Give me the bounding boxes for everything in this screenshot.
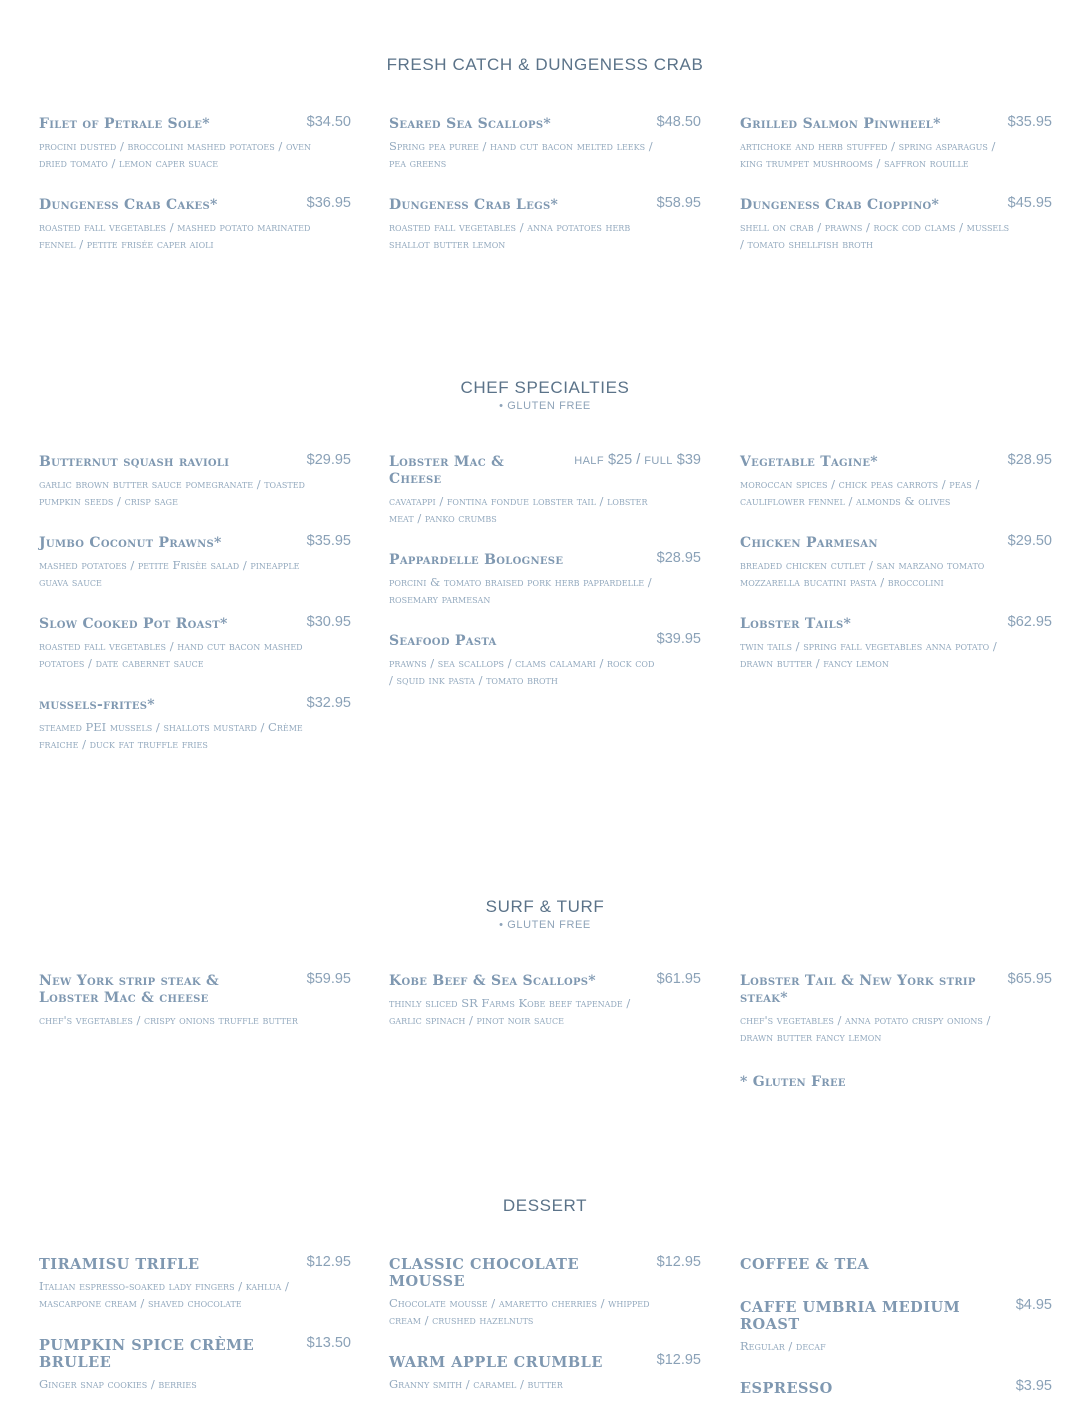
item-price: $35.95 <box>306 533 351 549</box>
menu-column <box>740 116 1052 253</box>
item-description: Ginger snap cookies / berries <box>39 1377 197 1391</box>
item-name: Kobe Beef & Sea Scallops* <box>389 973 596 989</box>
item-price: $58.95 <box>656 195 701 211</box>
price-half: $25 <box>607 452 633 468</box>
item-price: $34.50 <box>306 114 351 130</box>
price-half-label: HALF <box>574 455 604 467</box>
item-name: TIRAMISU TRIFLE <box>39 1256 200 1273</box>
item-description: Italian espresso-soaked lady fingers / kahlua / mascarpone cream / shaved chocolate <box>39 1279 289 1310</box>
menu-item <box>39 116 351 172</box>
item-description: roasted fall vegetables / mashed potato marinated fennel / petite frisée caper aioli <box>39 220 311 251</box>
item-price: $62.95 <box>1007 614 1052 630</box>
item-name: New York strip steak & Lobster Mac & cheese <box>39 973 219 1006</box>
item-name: ESPRESSO <box>740 1380 833 1397</box>
item-description: cavatappi / fontina fondue lobster tail / lobster meat / panko crumbs <box>389 494 648 525</box>
price-full-label: FULL <box>644 455 673 467</box>
item-price: $13.50 <box>306 1335 351 1351</box>
item-description: prawns / sea scallops / clams calamari / rock cod / squid ink pasta / tomato broth <box>389 656 655 687</box>
menu-column <box>389 116 701 253</box>
menu-item <box>39 197 351 253</box>
menu-item <box>39 616 351 672</box>
menu-item <box>39 1256 351 1312</box>
menu-column <box>39 1256 351 1393</box>
item-price: $59.95 <box>306 971 351 987</box>
price-full: $39 <box>676 452 701 468</box>
item-name: Dungeness Crab Cioppino* <box>740 197 940 213</box>
item-name: PUMPKIN SPICE CRÈME BRULEE <box>39 1337 255 1371</box>
item-description: steamed PEI mussels / shallots mustard / Crème fraiche / duck fat truffle fries <box>39 720 303 751</box>
item-price: $12.95 <box>656 1352 701 1368</box>
item-name: Jumbo Coconut Prawns* <box>39 535 222 551</box>
item-price: $35.95 <box>1007 114 1052 130</box>
menu-column <box>740 1256 1052 1397</box>
menu-item <box>740 535 1052 591</box>
item-description: garlic brown butter sauce pomegranate / toasted pumpkin seeds / crisp sage <box>39 477 305 508</box>
section-subtitle: • GLUTEN FREE <box>499 400 591 412</box>
item-name: Butternut squash ravioli <box>39 454 230 470</box>
menu-item <box>39 973 351 1029</box>
menu-item <box>740 1299 1052 1355</box>
menu-item <box>39 697 351 753</box>
section-subtitle: • GLUTEN FREE <box>499 919 591 931</box>
item-name: CLASSIC CHOCOLATE MOUSSE <box>389 1256 580 1290</box>
section-title-dessert: DESSERT <box>502 1196 588 1215</box>
item-price: $39.95 <box>656 631 701 647</box>
item-price: $61.95 <box>656 971 701 987</box>
item-name: Seared Sea Scallops* <box>389 116 551 132</box>
item-price: $3.95 <box>1015 1378 1052 1394</box>
item-name: Grilled Salmon Pinwheel* <box>740 116 941 132</box>
item-price: $65.95 <box>1007 971 1052 987</box>
item-name: COFFEE & TEA <box>740 1256 870 1273</box>
item-name: Seafood Pasta <box>389 633 497 649</box>
menu-item <box>389 197 701 253</box>
item-price: $48.50 <box>656 114 701 130</box>
item-description: twin tails / spring fall vegetables anna potato / drawn butter / fancy lemon <box>740 639 997 670</box>
item-name: Slow Cooked Pot Roast* <box>39 616 228 632</box>
menu-item <box>389 552 701 608</box>
item-description: Granny smith / caramel / butter <box>389 1377 563 1391</box>
item-description: moroccan spices / chick peas carrots / peas / cauliflower fennel / almonds & olives <box>740 477 980 508</box>
item-price: $30.95 <box>306 614 351 630</box>
item-description: Chocolate mousse / amaretto cherries / whipped cream / crushed hazelnuts <box>389 1296 650 1327</box>
menu-item <box>389 116 701 172</box>
gluten-free-note: * Gluten Free <box>740 1074 846 1090</box>
menu-item <box>389 1256 701 1329</box>
menu-item <box>39 1337 351 1393</box>
menu-item <box>39 454 351 510</box>
menu-item <box>740 973 1052 1046</box>
menu-column <box>39 116 351 253</box>
section-title-surf-turf: SURF & TURF <box>485 897 605 916</box>
item-price: $12.95 <box>306 1254 351 1270</box>
menu-item <box>740 616 1052 672</box>
item-name: Lobster Mac & Cheese <box>389 454 505 487</box>
item-description: mashed potatoes / petite Frisèe salad / pineapple guava sauce <box>39 558 300 589</box>
item-price: $29.50 <box>1007 533 1052 549</box>
item-name: Chicken Parmesan <box>740 535 878 551</box>
item-description: breaded chicken cutlet / san marzano tomato mozzarella bucatini pasta / broccolini <box>740 558 985 589</box>
item-price: $4.95 <box>1015 1297 1052 1313</box>
item-price <box>574 452 701 468</box>
item-description: Regular / decaf <box>740 1339 826 1353</box>
item-description: porcini & tomato braised pork herb pappardelle / rosemary parmesan <box>389 575 652 606</box>
menu-column <box>389 454 701 689</box>
item-description: roasted fall vegetables / hand cut bacon mashed potatoes / date cabernet sauce <box>39 639 303 670</box>
menu-column <box>39 454 351 753</box>
item-description: shell on crab / prawns / rock cod clams / mussels / tomato shellfish broth <box>740 220 1010 251</box>
menu-item <box>740 197 1052 253</box>
menu-column <box>740 973 1052 1090</box>
item-name: mussels-frites* <box>39 697 155 713</box>
menu-column <box>39 973 351 1029</box>
item-name: Filet of Petrale Sole* <box>39 116 210 132</box>
item-price: $12.95 <box>656 1254 701 1270</box>
item-description: Spring pea puree / hand cut bacon melted leeks / pea greens <box>389 139 653 170</box>
menu-item <box>39 535 351 591</box>
item-description: roasted fall vegetables / anna potatoes herb shallot butter lemon <box>389 220 631 251</box>
item-description: thinly sliced SR Farms Kobe beef tapenade / garlic spinach / pinot noir sauce <box>389 996 631 1027</box>
menu-item <box>389 973 701 1029</box>
menu-item <box>389 454 701 527</box>
menu-column <box>389 973 701 1029</box>
menu-column <box>740 454 1052 672</box>
item-name: Dungeness Crab Cakes* <box>39 197 218 213</box>
item-price: $36.95 <box>306 195 351 211</box>
item-name: Lobster Tail & New York strip steak* <box>740 973 976 1006</box>
item-name: Pappardelle Bolognese <box>389 552 564 568</box>
section-title-chef-specialties: CHEF SPECIALTIES <box>460 378 630 397</box>
item-name: Vegetable Tagine* <box>740 454 878 470</box>
item-description: chef's vegetables / anna potato crispy onions / drawn butter fancy lemon <box>740 1013 991 1044</box>
menu-item <box>740 116 1052 172</box>
menu-item <box>389 633 701 689</box>
section-title-fresh-catch: FRESH CATCH & DUNGENESS CRAB <box>386 55 704 74</box>
item-price: $28.95 <box>656 550 701 566</box>
item-description: procini dusted / broccolini mashed potatoes / oven dried tomato / lemon caper suace <box>39 139 311 170</box>
menu-item <box>740 1380 1052 1397</box>
item-price: $28.95 <box>1007 452 1052 468</box>
menu-item <box>740 454 1052 510</box>
price-separator: / <box>636 452 641 468</box>
menu-item <box>740 1256 1052 1273</box>
item-description: chef's vegetables / crispy onions truffle butter <box>39 1013 298 1027</box>
menu-column <box>389 1256 701 1393</box>
item-price: $32.95 <box>306 695 351 711</box>
item-price: $29.95 <box>306 452 351 468</box>
item-price: $45.95 <box>1007 195 1052 211</box>
item-description: artichoke and herb stuffed / spring asparagus / king trumpet mushrooms / saffron rouille <box>740 139 996 170</box>
item-name: Lobster Tails* <box>740 616 852 632</box>
item-name: CAFFE UMBRIA MEDIUM ROAST <box>740 1299 961 1333</box>
item-name: WARM APPLE CRUMBLE <box>389 1354 603 1371</box>
item-name: Dungeness Crab Legs* <box>389 197 559 213</box>
menu-item <box>389 1354 701 1393</box>
